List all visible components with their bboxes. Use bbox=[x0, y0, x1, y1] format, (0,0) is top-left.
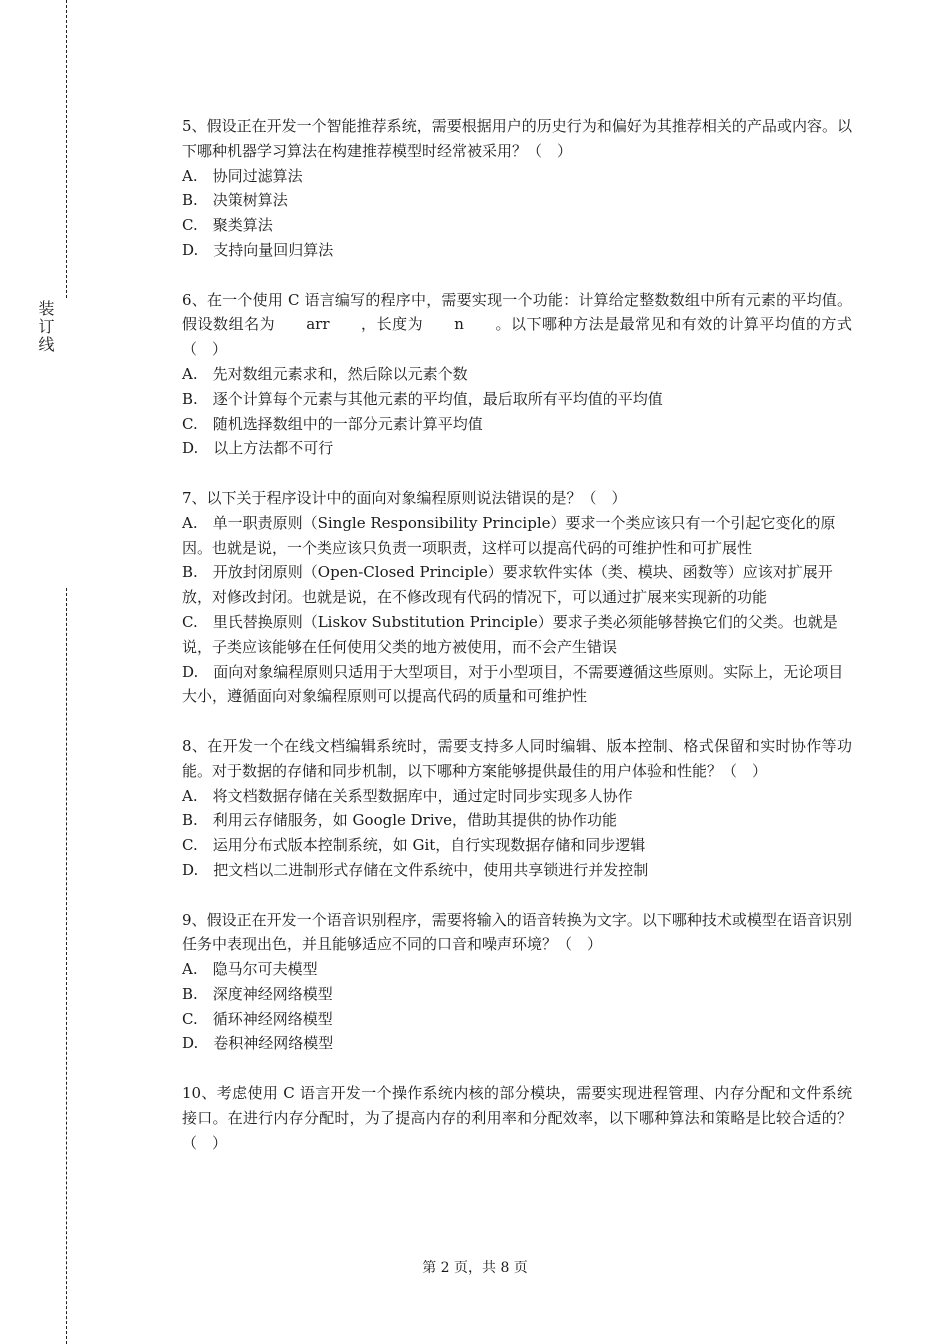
option-c: C. 里氏替换原则（Liskov Substitution Principle）要求子类必须能够替换它们的父类。也就是说，子类应该能够在任何使用父类的地方被使用，而不会产生错误 bbox=[182, 612, 838, 656]
page-footer: 第 2 页，共 8 页 bbox=[422, 1260, 528, 1276]
option-c: C. 运用分布式版本控制系统，如 Git，自行实现数据存储和同步逻辑 bbox=[182, 836, 646, 855]
option-a: A. 将文档数据存储在关系型数据库中，通过定时同步实现多人协作 bbox=[182, 786, 633, 805]
option-d: D. 以上方法都不可行 bbox=[182, 439, 334, 458]
option-b: B. 利用云存储服务，如 Google Drive，借助其提供的协作功能 bbox=[182, 811, 617, 830]
option-c: C. 随机选择数组中的一部分元素计算平均值 bbox=[182, 414, 483, 433]
question-stem: 10、考虑使用 C 语言开发一个操作系统内核的部分模块，需要实现进程管理、内存分配和文件系统接口。在进行内存分配时，为了提高内存的利用率和分配效率，以下哪种算法和策略是比较合适的？（ ） bbox=[182, 1084, 852, 1152]
question-10 bbox=[182, 1081, 852, 1155]
option-a: A. 隐马尔可夫模型 bbox=[182, 960, 318, 979]
question-stem: 6、在一个使用 C 语言编写的程序中，需要实现一个功能：计算给定整数数组中所有元素的平均值。假设数组名为 arr ，长度为 n 。以下哪种方法是最常见和有效的计算平均值的方式（ ） bbox=[182, 290, 852, 359]
question-stem: 5、假设正在开发一个智能推荐系统，需要根据用户的历史行为和偏好为其推荐相关的产品或内容。以下哪种机器学习算法在构建推荐模型时经常被采用？（ ） bbox=[182, 117, 852, 160]
question-stem: 8、在开发一个在线文档编辑系统时，需要支持多人同时编辑、版本控制、格式保留和实时协作等功能。对于数据的存储和同步机制，以下哪种方案能够提供最佳的用户体验和性能？（ ） bbox=[182, 736, 852, 780]
binding-label: 装订线 bbox=[36, 300, 55, 354]
question-stem: 9、假设正在开发一个语音识别程序，需要将输入的语音转换为文字。以下哪种技术或模型在语音识别任务中表现出色，并且能够适应不同的口音和噪声环境？（ ） bbox=[182, 910, 852, 954]
option-d: D. 把文档以二进制形式存储在文件系统中，使用共享锁进行并发控制 bbox=[182, 860, 649, 879]
option-b: B. 开放封闭原则（Open-Closed Principle）要求软件实体（类、模块、函数等）应该对扩展开放，对修改封闭。也就是说，在不修改现有代码的情况下，可以通过扩展来实现新的功能 bbox=[182, 563, 833, 607]
question-7 bbox=[182, 486, 852, 709]
option-b: B. 决策树算法 bbox=[182, 191, 288, 210]
question-list bbox=[182, 114, 852, 1180]
question-9 bbox=[182, 908, 852, 1057]
binding-line-bottom bbox=[66, 588, 67, 1344]
option-c: C. 聚类算法 bbox=[182, 216, 273, 235]
option-c: C. 循环神经网络模型 bbox=[182, 1009, 333, 1028]
option-a: A. 先对数组元素求和，然后除以元素个数 bbox=[182, 364, 468, 383]
question-stem: 7、以下关于程序设计中的面向对象编程原则说法错误的是？（ ） bbox=[182, 488, 627, 507]
question-6 bbox=[182, 288, 852, 462]
binding-line-top bbox=[66, 0, 67, 298]
question-8 bbox=[182, 734, 852, 883]
option-a: A. 协同过滤算法 bbox=[182, 166, 303, 185]
option-b: B. 逐个计算每个元素与其他元素的平均值，最后取所有平均值的平均值 bbox=[182, 389, 663, 408]
option-d: D. 面向对象编程原则只适用于大型项目，对于小型项目，不需要遵循这些原则。实际上，无论项目大小，遵循面向对象编程原则可以提高代码的质量和可维护性 bbox=[182, 662, 844, 706]
option-d: D. 卷积神经网络模型 bbox=[182, 1034, 334, 1053]
option-d: D. 支持向量回归算法 bbox=[182, 240, 334, 259]
question-5 bbox=[182, 114, 852, 263]
option-a: A. 单一职责原则（Single Responsibility Principle）要求一个类应该只有一个引起它变化的原因。也就是说，一个类应该只负责一项职责，这样可以提高代码的可维护性和可扩展性 bbox=[182, 513, 836, 557]
option-b: B. 深度神经网络模型 bbox=[182, 984, 333, 1003]
